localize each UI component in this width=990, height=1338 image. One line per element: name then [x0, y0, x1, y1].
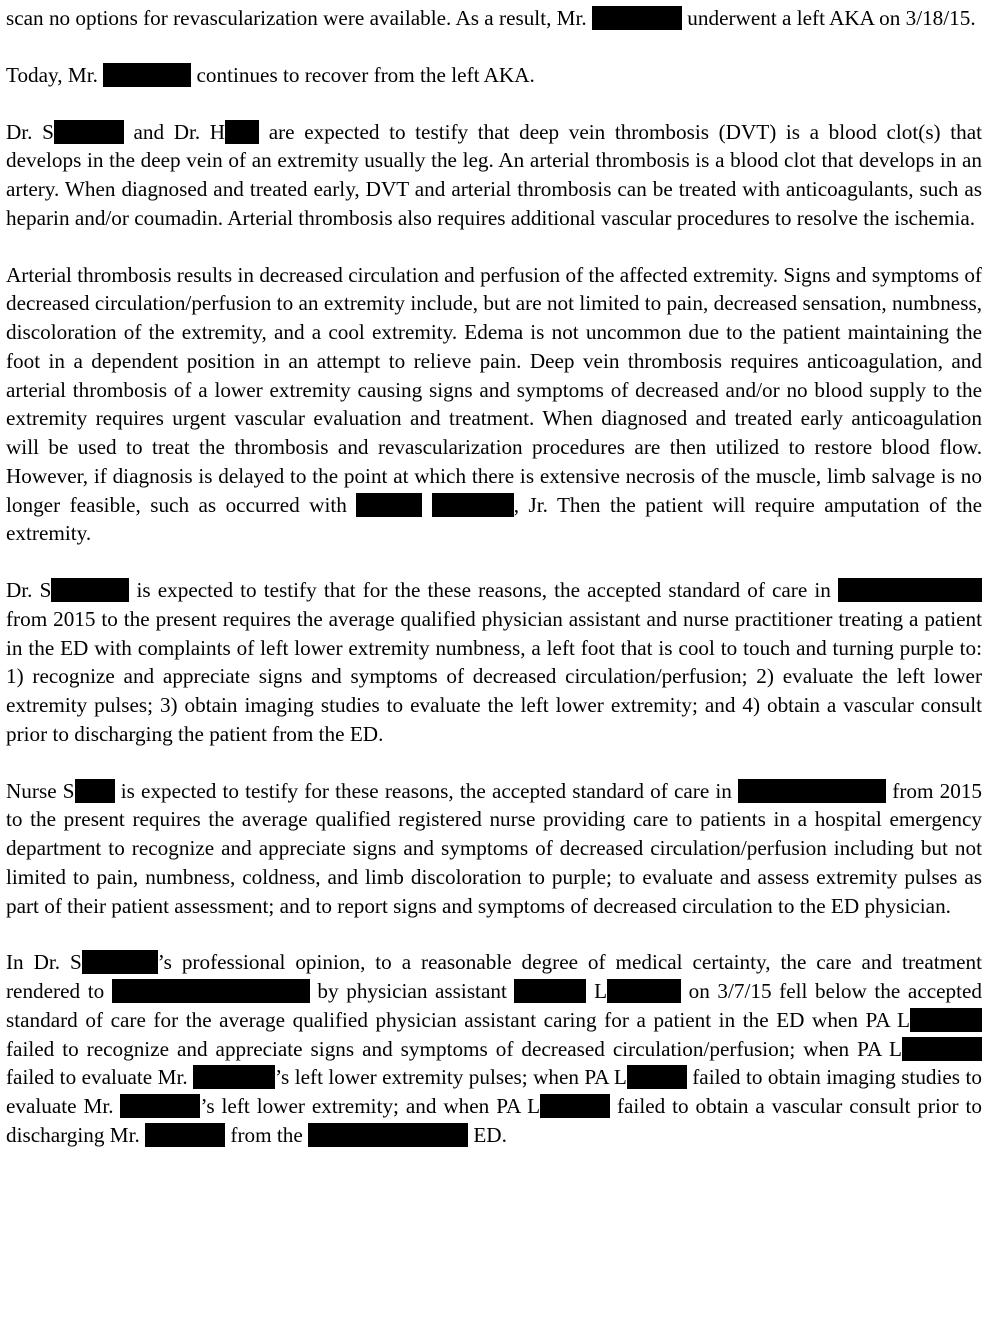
paragraph-amputation-outcome	[6, 4, 982, 33]
redaction-block	[103, 63, 191, 87]
redaction-block	[607, 979, 681, 1003]
text-run: failed to obtain a vascular consult prior to discharging Mr.	[6, 1094, 983, 1147]
redaction-block	[54, 120, 124, 144]
text-run: are expected to testify that deep vein thrombosis (DVT) is a blood clot(s) that develops in the deep vein of an extremity usually the leg. An arterial thrombosis is a blood clot that develops in an artery. When diagnosed and treated early, DVT and arterial thrombosis can be treated with anticoagulants, such as heparin and/or coumadin. Arterial thrombosis also requires additional vascular procedures to resolve the ischemia.	[6, 119, 982, 230]
text-run: ’s left lower extremity; and when PA L	[200, 1094, 541, 1118]
redaction-block	[356, 493, 422, 517]
paragraph-thrombosis-definition	[6, 118, 982, 233]
redaction-block	[75, 779, 115, 803]
text-run: Arterial thrombosis results in decreased circulation and perfusion of the affected extremity. Signs and symptoms of decreased circulation/perfusion to an extremity include, but are not limited to pain, decreased sensation, numbness, discoloration of the extremity, and a cool extremity. Edema is not uncommon due to the patient maintaining the foot in a dependent position in an attempt to relieve pain. Deep vein thrombosis requires anticoagulation, and arterial thrombosis of a lower extremity causing signs and symptoms of decreased and/or no blood supply to the extremity requires urgent vascular evaluation and treatment. When diagnosed and treated early anticoagulation will be used to treat the thrombosis and revascularization procedures are then utilized to restore blood flow. However, if diagnosis is delayed to the point at which there is extensive necrosis of the muscle, limb salvage is no longer feasible, such as occurred with	[6, 262, 982, 517]
text-run: Nurse S	[6, 778, 75, 803]
paragraph-recovery-status	[6, 61, 982, 90]
text-run: Today, Mr.	[6, 62, 104, 87]
text-run: ’s professional opinion, to a reasonable degree of medical certainty, the care and treatment rendered to	[6, 950, 982, 1003]
text-run: from the	[225, 1122, 309, 1147]
text-run: , Jr. Then the patient will require amputation of the extremity.	[6, 492, 982, 546]
redaction-block	[145, 1123, 225, 1147]
text-run: by physician assistant	[309, 979, 515, 1003]
paragraph-professional-opinion	[6, 948, 982, 1149]
redaction-block	[120, 1094, 200, 1118]
text-run: Dr. S	[6, 578, 52, 602]
text-run: ED.	[468, 1122, 507, 1147]
text-run: ’s left lower extremity pulses; when PA L	[275, 1065, 627, 1090]
redaction-block	[225, 120, 259, 144]
text-run: is expected to testify that for the these reasons, the accepted standard of care in	[129, 578, 838, 602]
paragraph-arterial-thrombosis-signs	[6, 261, 982, 549]
redaction-block	[540, 1094, 610, 1118]
redaction-block	[902, 1037, 982, 1061]
redaction-block	[514, 979, 586, 1003]
text-run: continues to recover from the left AKA.	[191, 62, 535, 87]
paragraph-pa-np-standard-of-care	[6, 576, 982, 749]
redaction-block	[592, 6, 682, 30]
redaction-block	[738, 779, 886, 803]
redaction-block	[193, 1065, 275, 1089]
text-run: underwent a left AKA on 3/18/15.	[682, 6, 976, 30]
redaction-block	[112, 979, 310, 1003]
text-run: from 2015 to the present requires the average qualified registered nurse providing care to patients in a hospital emergency department to recognize and appreciate signs and symptoms of decreased circulation/perfusion including but not limited to pain, numbness, coldness, and limb discoloration to purple; to evaluate and assess extremity pulses as part of their patient assessment; and to report signs and symptoms of decreased circulation to the ED physician.	[6, 778, 983, 918]
redaction-block	[627, 1065, 687, 1089]
text-run: and Dr. H	[123, 119, 226, 144]
text-run: from 2015 to the present requires the average qualified physician assistant and nurse practitioner treating a patient in the ED with complaints of left lower extremity numbness, a left foot that is cool to touch and turning purple to: 1) recognize and appreciate signs and symptoms of decreased circulation/perfusion; 2) evaluate the left lower extremity pulses; 3) obtain imaging studies to evaluate the left lower extremity; and 4) obtain a vascular consult prior to discharging the patient from the ED.	[6, 606, 982, 746]
text-run: L	[586, 979, 608, 1003]
text-run: on 3/7/15 fell below the accepted standard of care for the average qualified physician assistant caring for a patient in the ED when PA L	[6, 979, 983, 1032]
redaction-block	[910, 1008, 982, 1032]
redaction-block	[82, 950, 158, 974]
paragraph-nurse-standard-of-care	[6, 777, 982, 921]
redaction-block	[51, 578, 129, 602]
text-run: scan no options for revascularization were available. As a result, Mr.	[6, 6, 592, 30]
text-run: failed to obtain imaging studies to evaluate Mr.	[6, 1065, 982, 1118]
redaction-block	[432, 493, 514, 517]
text-run: failed to evaluate Mr.	[6, 1065, 194, 1090]
text-run: is expected to testify for these reasons, the accepted standard of care in	[114, 778, 739, 803]
text-run: Dr. S	[6, 119, 54, 144]
redaction-block	[838, 578, 982, 602]
text-run: failed to recognize and appreciate signs and symptoms of decreased circulation/perfusion; when PA L	[6, 1036, 902, 1061]
redaction-block	[308, 1123, 468, 1147]
text-run: In Dr. S	[6, 950, 82, 975]
